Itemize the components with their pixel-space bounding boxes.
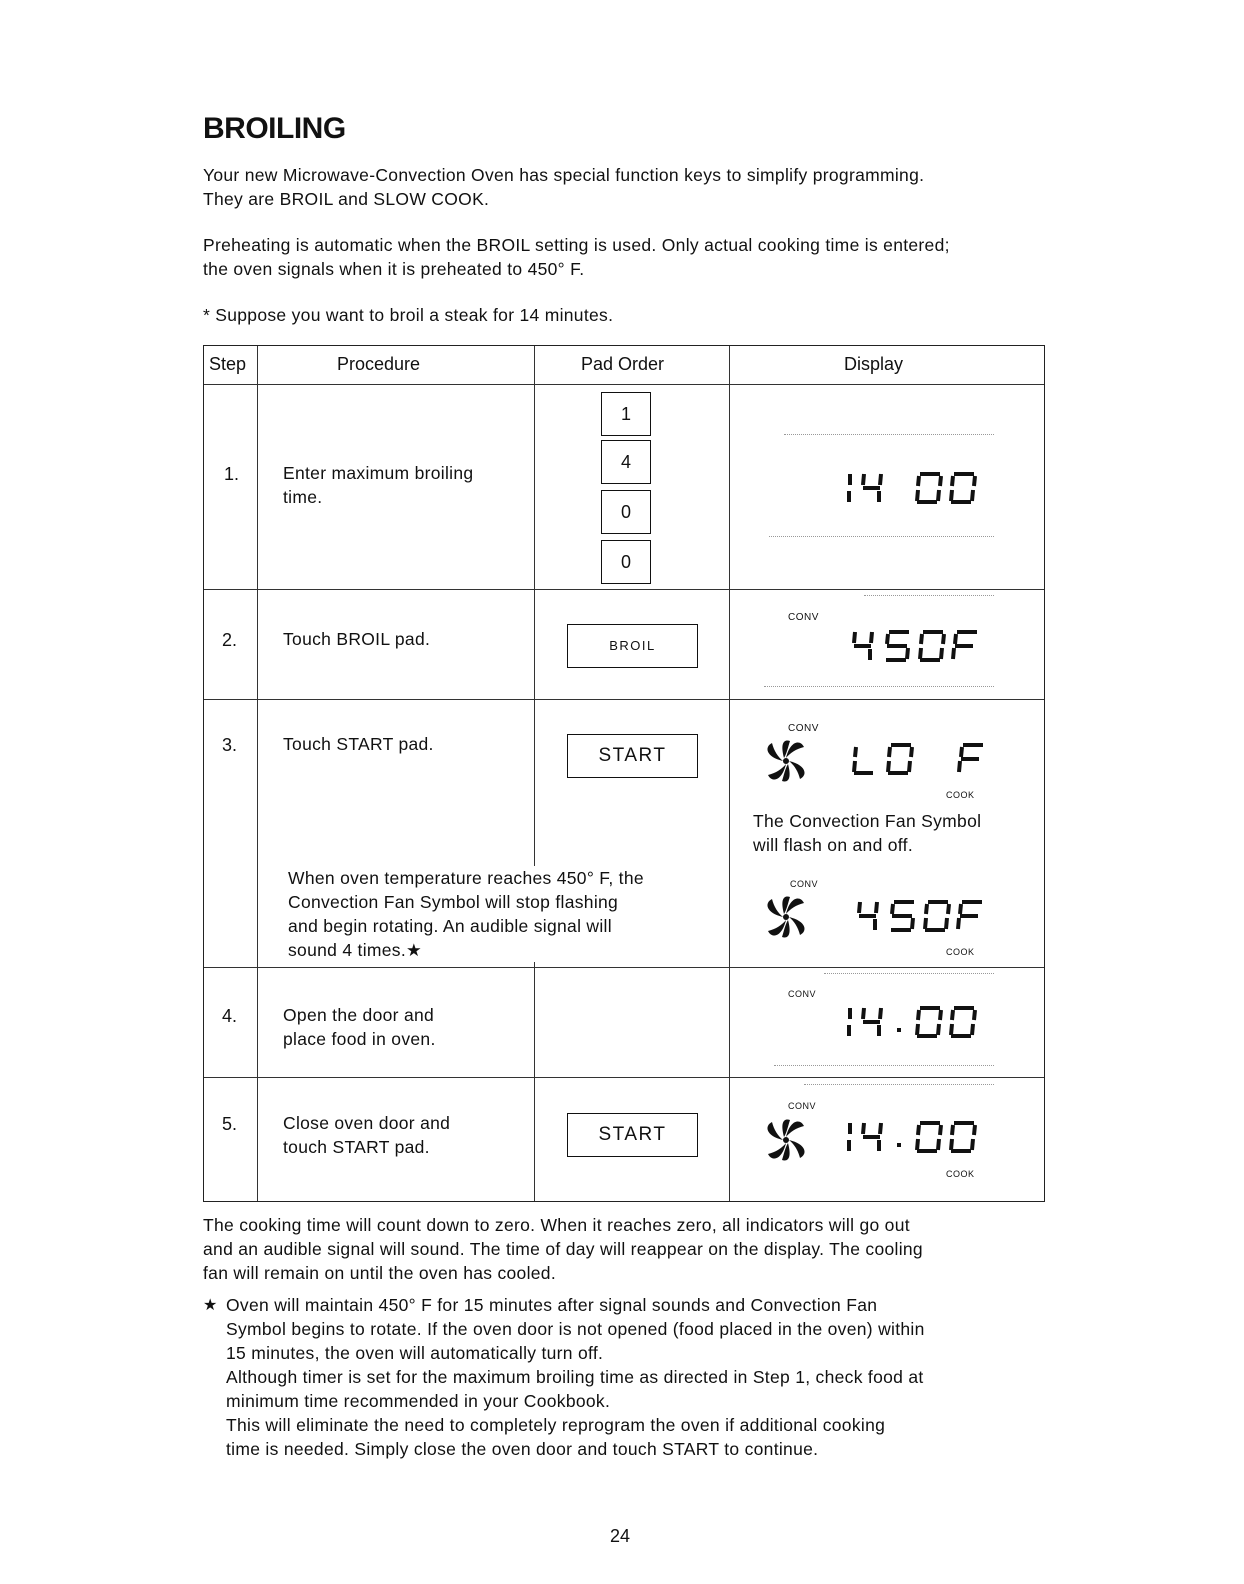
procedure-text [283,461,473,509]
header-step: Step [209,354,247,374]
intro-line: They are BROIL and SLOW COOK. [203,189,490,209]
display-note [753,809,981,857]
column-divider [729,346,730,1201]
preheat-line: the oven signals when it is preheated to 450° F. [203,259,585,279]
pad-0-button[interactable]: 0 [601,490,651,534]
procedure-detail-line: sound 4 times.★ [288,940,422,960]
procedure-detail-line: When oven temperature reaches 450° F, the [288,868,644,888]
display-border [804,1084,994,1085]
procedure-line: place food in oven. [283,1029,436,1049]
footnote-line: Symbol begins to rotate. If the oven door is not opened (food placed in the oven) within [226,1319,925,1339]
display-border [774,1065,994,1066]
conv-label: CONV [788,612,819,623]
procedure-text [283,1003,436,1051]
display-border [864,595,994,596]
display-450f [856,899,996,933]
display-14-dot-00 [844,1005,984,1039]
display-14-00 [844,471,984,505]
intro-paragraph [203,163,1063,211]
row-divider [204,1077,1044,1078]
procedure-line: time. [283,487,323,507]
step-number: 1. [224,464,240,484]
countdown-paragraph [203,1213,1063,1285]
procedure-line: Touch START pad. [283,734,434,754]
conv-label: CONV [788,1101,817,1111]
display-14-dot-00 [844,1120,984,1154]
procedure-line: Open the door and [283,1005,435,1025]
display-note-line: will flash on and off. [753,835,913,855]
cook-label: COOK [946,1169,975,1179]
conv-label: CONV [790,879,819,889]
conv-label: CONV [788,989,817,999]
row-divider [204,967,1044,968]
display-note-line: The Convection Fan Symbol [753,811,982,831]
start-pad-button[interactable]: START [567,1113,698,1157]
broil-pad-button[interactable]: BROIL [567,624,698,668]
procedure-line: Close oven door and [283,1113,451,1133]
cook-label: COOK [946,947,975,957]
display-border [784,434,994,435]
pad-0-button[interactable]: 0 [601,540,651,584]
conv-label: CONV [788,723,819,734]
countdown-line: and an audible signal will sound. The time of day will reappear on the display. The cooling [203,1239,923,1259]
step-number: 5. [222,1114,238,1134]
display-lo-f [851,742,991,776]
cook-label: COOK [946,790,975,800]
procedure-text [283,1111,450,1159]
procedure-line: touch START pad. [283,1137,430,1157]
display-450f [851,629,991,663]
row-divider [204,589,1044,590]
procedure-detail-line: Convection Fan Symbol will stop flashing [288,892,619,912]
column-divider [534,346,535,1201]
footnote-line: minimum time recommended in your Cookbook. [226,1391,611,1411]
procedure-line: Enter maximum broiling [283,463,474,483]
row-divider [204,699,1044,700]
convection-fan-icon [761,892,811,942]
footnote-line: Although timer is set for the maximum broiling time as directed in Step 1, check food at [226,1367,924,1387]
start-pad-button[interactable]: START [567,734,698,778]
convection-fan-icon [761,1115,811,1165]
display-border [769,536,994,537]
step-number: 4. [222,1006,238,1026]
row-divider [204,384,1044,385]
countdown-line: The cooking time will count down to zero. When it reaches zero, all indicators will go out [203,1215,910,1235]
footnote-line: Oven will maintain 450° F for 15 minutes after signal sounds and Convection Fan [226,1295,878,1315]
header-display: Display [844,354,904,374]
countdown-line: fan will remain on until the oven has cooled. [203,1263,557,1283]
header-procedure: Procedure [337,354,421,374]
pad-1-button[interactable]: 1 [601,392,651,436]
instruction-table [203,345,1045,1202]
footnote-paragraph [226,1293,1062,1461]
convection-fan-icon [761,736,811,786]
footnote-line: This will eliminate the need to completely reprogram the oven if additional cooking [226,1415,886,1435]
procedure-detail-line: and begin rotating. An audible signal will [288,916,612,936]
page-title: BROILING [203,112,346,145]
footnote-line: time is needed. Simply close the oven door and touch START to continue. [226,1439,819,1459]
preheat-line: Preheating is automatic when the BROIL setting is used. Only actual cooking time is entered; [203,235,950,255]
pad-4-button[interactable]: 4 [601,440,651,484]
header-pad-order: Pad Order [581,354,665,374]
example-line: * Suppose you want to broil a steak for 14 minutes. [203,305,614,325]
column-divider [257,346,258,1201]
page-number: 24 [610,1526,631,1546]
procedure-detail [288,866,648,962]
step-number: 2. [222,630,238,650]
intro-line: Your new Microwave-Convection Oven has special function keys to simplify programming. [203,165,925,185]
step-number: 3. [222,735,238,755]
footnote-line: 15 minutes, the oven will automatically turn off. [226,1343,604,1363]
preheat-paragraph [203,233,1103,281]
display-border [764,686,994,687]
procedure-line: Touch BROIL pad. [283,629,431,649]
display-border [824,973,994,974]
footnote-star-icon: ★ [203,1297,218,1314]
